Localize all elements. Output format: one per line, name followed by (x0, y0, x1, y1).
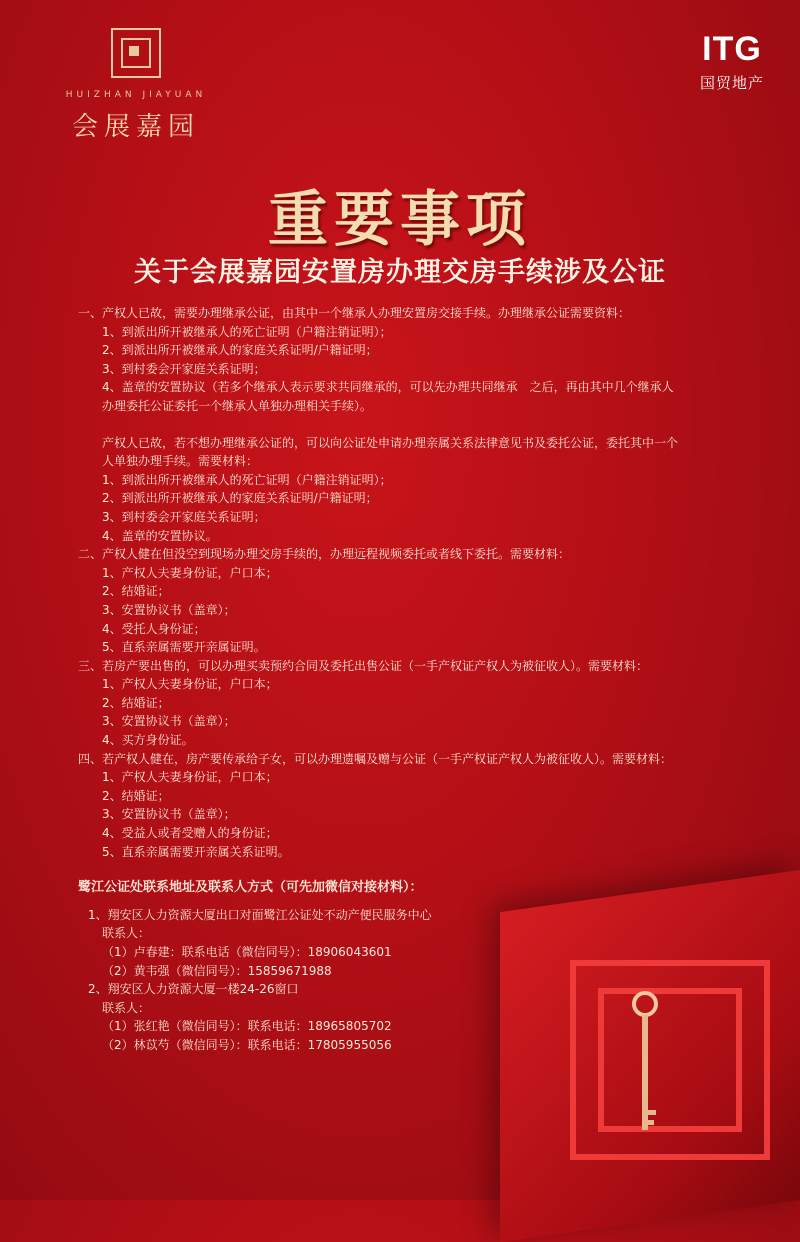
list-item: 3、到村委会开家庭关系证明； (102, 361, 266, 376)
list-item: 1、到派出所开被继承人的死亡证明（户籍注销证明）； (102, 324, 392, 339)
logo-itg (700, 32, 764, 93)
logo-huizhan (46, 28, 226, 143)
list-item: 1、产权人夫妻身份证，户口本； (102, 565, 278, 580)
list-item: 4、受益人或者受赠人的身份证； (102, 826, 278, 841)
list-item: 2、到派出所开被继承人的家庭关系证明/户籍证明； (102, 343, 378, 358)
list-item: 2、结婚证； (102, 584, 170, 599)
list-item: 4、买方身份证。 (102, 733, 194, 748)
contact-location-1: 1、翔安区人力资源大厦出口对面鹭江公证处不动产便民服务中心 (88, 907, 432, 922)
list-item: 1、产权人夫妻身份证，户口本； (102, 770, 278, 785)
contact-location-2: 2、翔安区人力资源大厦一楼24-26窗口 (88, 982, 299, 997)
itg-brand: ITG (702, 30, 762, 68)
logo-chinese-name: 会展嘉园 (71, 112, 200, 142)
section-1-heading: 一、产权人已故，需要办理继承公证，由其中一个继承人办理安置房交接手续。办理继承公证需要资料： (78, 306, 631, 320)
section-4-heading: 四、若产权人健在，房产要传承给子女，可以办理遗嘱及赠与公证（一手产权证产权人为被征收人）。需要材料： (78, 751, 673, 766)
list-item: 2、结婚证； (102, 788, 170, 803)
list-item: 3、安置协议书（盖章）； (102, 807, 236, 822)
list-item: 2、结婚证； (102, 695, 170, 710)
list-item: 4、受托人身份证； (102, 621, 206, 636)
contact-label: 联系人： (102, 926, 151, 941)
list-item: 3、到村委会开家庭关系证明； (102, 509, 266, 524)
itg-chinese-name: 国贸地产 (699, 74, 764, 92)
contact-person: （1）卢春建：联系电话（微信同号）：18906043601 (102, 945, 392, 959)
logo-english-name: HUIZHAN JIAYUAN (65, 90, 207, 100)
page-subtitle: 关于会展嘉园安置房办理交房手续涉及公证 (134, 257, 666, 288)
section-3-heading: 三、若房产要出售的，可以办理买卖预约合同及委托出售公证（一手产权证产权人为被征收人）。需要材料： (78, 658, 649, 673)
contact-label: 联系人： (102, 1000, 151, 1015)
notice-body (78, 304, 678, 1055)
contact-person: （2）林苡芍（微信同号）：联系电话：17805955056 (102, 1037, 392, 1052)
section-1-alt-heading: 产权人已故，若不想办理继承公证的，可以向公证处申请办理亲属关系法律意见书及委托公证，委托其中一个人单独办理手续。需要材料： (102, 435, 679, 469)
list-item: 4、盖章的安置协议（若多个继承人表示要求共同继承的，可以先办理共同继承 之后，再由其中几个继承人办理委托公证委托一个继承人单独办理相关手续）。 (102, 380, 674, 413)
list-item: 3、安置协议书（盖章）； (102, 714, 236, 729)
list-item: 5、直系亲属需要开亲属关系证明。 (102, 844, 290, 859)
list-item: 2、到派出所开被继承人的家庭关系证明/户籍证明； (102, 491, 378, 506)
contact-person: （1）张红艳（微信同号）：联系电话：18965805702 (102, 1019, 392, 1034)
list-item: 1、到派出所开被继承人的死亡证明（户籍注销证明）； (102, 472, 392, 487)
contact-person: （2）黄韦强（微信同号）：15859671988 (102, 963, 332, 978)
list-item: 5、直系亲属需要开亲属证明。 (102, 640, 266, 655)
contact-heading: 鹭江公证处联系地址及联系人方式（可先加微信对接材料）： (78, 880, 423, 896)
list-item: 1、产权人夫妻身份证，户口本； (102, 677, 278, 692)
section-2-heading: 二、产权人健在但没空到现场办理交房手续的，办理远程视频委托或者线下委托。需要材料： (78, 547, 571, 562)
list-item: 4、盖章的安置协议。 (102, 528, 218, 543)
logo-mark-icon (111, 28, 161, 78)
page-title: 重要事项 (268, 185, 532, 255)
list-item: 3、安置协议书（盖章）； (102, 602, 236, 617)
